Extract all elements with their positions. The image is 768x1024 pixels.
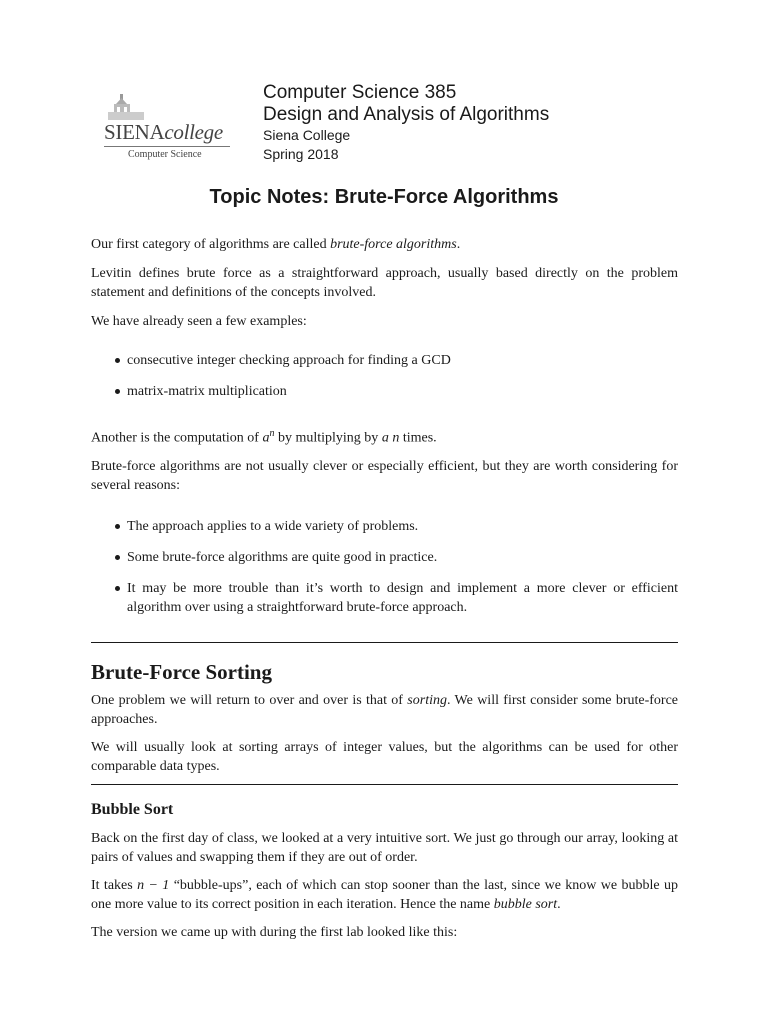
course-number: Computer Science 385 [263,82,457,103]
list-item: consecutive integer checking approach for finding a GCD [91,351,678,370]
intro-paragraph-2: Levitin defines brute force as a straightforward approach, usually based directly on the problem statement and definitions of the concepts involved. [91,266,678,300]
page-title: Topic Notes: Brute-Force Algorithms [209,186,559,208]
siena-college-logo [100,92,240,164]
subsection-heading-bubble-sort: Bubble Sort [91,800,174,818]
term: Spring 2018 [263,146,339,162]
intro-paragraph-1: Our first category of algorithms are called brute-force algorithms. [91,237,461,252]
bubble-paragraph-3: The version we came up with during the first lab looked like this: [91,924,458,940]
intro-paragraph-3: We have already seen a few examples: [91,314,307,329]
logo-subtitle: Computer Science [128,149,202,160]
intro-paragraph-5: Brute-force algorithms are not usually clever or especially efficient, but they are worth considering for several reasons: [91,458,678,493]
bubble-paragraph-2: It takes n − 1 “bubble-ups”, each of which can stop sooner than the last, since we know we bubble up one more value to its correct position in each iteration. Hence the name bubble sort. [91,877,678,912]
course-header [263,82,549,164]
intro-paragraph-4: Another is the computation of $a^n$ by multiplying by a n times. [91,428,437,446]
section-heading-brute-force-sorting: Brute-Force Sorting [91,659,272,684]
section-divider [91,642,678,643]
sorting-paragraph-1: One problem we will return to over and over is that of sorting. We will first consider some brute-force approaches. [91,692,678,727]
logo-divider [104,146,230,147]
list-item: Some brute-force algorithms are quite good in practice. [91,548,678,567]
examples-list [91,351,678,401]
course-title: Design and Analysis of Algorithms [263,104,550,125]
document-body [91,235,678,942]
list-item: It may be more trouble than it’s worth to design and implement a more clever or efficient algorithm over using a straightforward brute-force approach. [91,579,678,617]
reasons-list [91,517,678,617]
bubble-paragraph-1: Back on the first day of class, we looked at a very intuitive sort. We just go through our array, looking at pairs of values and swapping them if they are out of order. [91,830,678,865]
logo-wordmark: SIENAcollege [104,120,223,144]
building-icon [106,92,146,122]
institution: Siena College [263,127,351,143]
subsection-divider [91,784,678,785]
list-item: The approach applies to a wide variety of problems. [91,517,678,536]
list-item: matrix-matrix multiplication [91,382,678,401]
sorting-paragraph-2: We will usually look at sorting arrays of integer values, but the algorithms can be used for other comparable data types. [91,739,678,774]
